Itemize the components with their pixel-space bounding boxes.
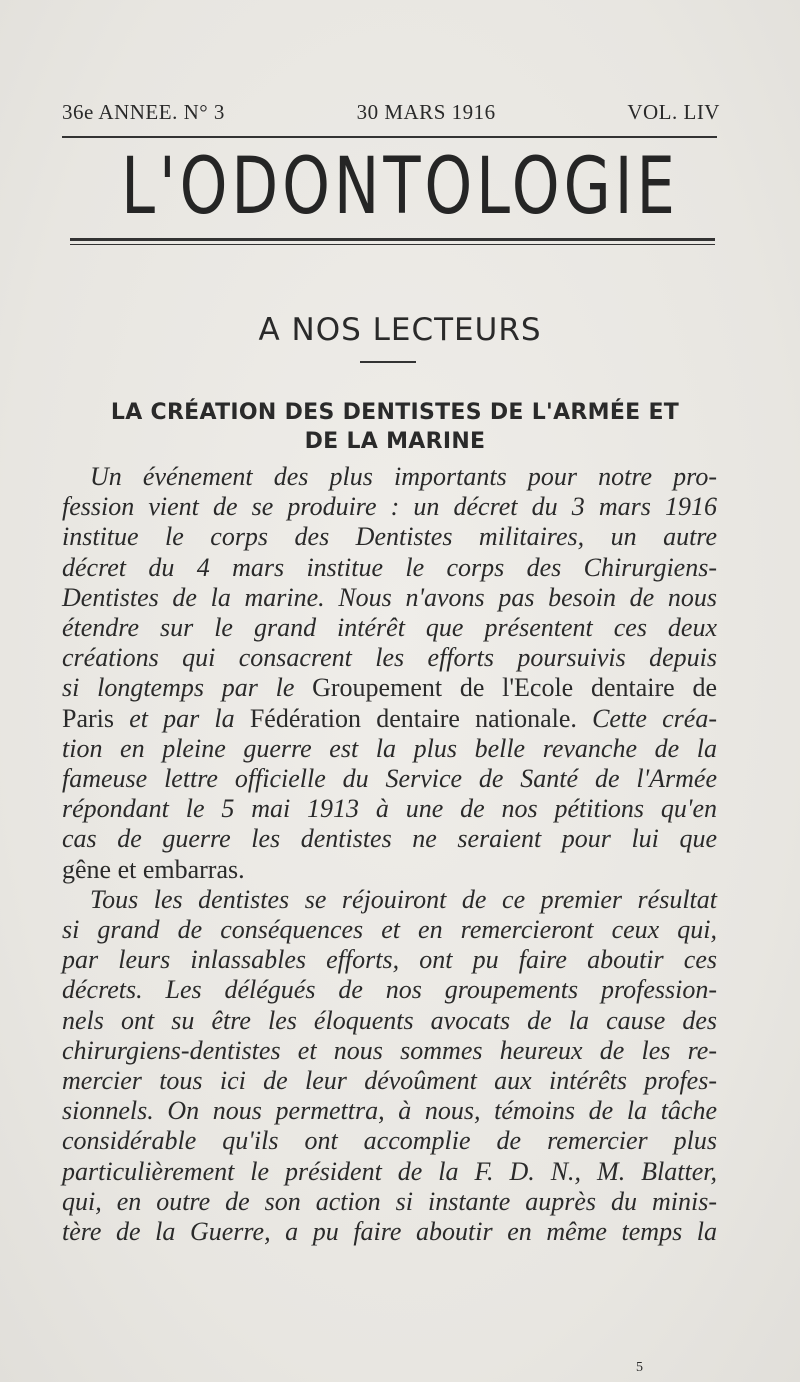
- text-segment: Groupement de l'Ecole dentaire de: [312, 673, 717, 703]
- text-line: [62, 553, 717, 583]
- text-segment: Cette créa-: [592, 703, 718, 733]
- text-segment: qui, en outre de son action si instante auprès du minis-: [62, 1186, 717, 1216]
- article-body: [62, 462, 717, 1247]
- text-line: [62, 885, 717, 915]
- masthead-title: L'ODONTOLOGIE: [121, 142, 679, 232]
- text-segment: fameuse lettre officielle du Service de Santé de l'Armée: [62, 764, 717, 794]
- text-line: [62, 613, 717, 643]
- text-segment: Un événement des plus importants pour notre pro-: [90, 462, 717, 491]
- text-line: [62, 1187, 717, 1217]
- running-head: [62, 100, 720, 125]
- text-segment: mercier tous ici de leur dévoûment aux intérêts profes-: [62, 1066, 717, 1096]
- text-segment: Dentistes de la marine. Nous n'avons pas besoin de nous: [62, 582, 717, 612]
- text-line: [62, 704, 717, 734]
- text-segment: chirurgiens-dentistes et nous sommes heureux de les re-: [62, 1035, 717, 1065]
- paragraph-2: [62, 885, 717, 1247]
- text-line: [62, 1217, 717, 1247]
- header-rule: [62, 136, 717, 138]
- text-segment: sionnels. On nous permettra, à nous, témoins de la tâche: [62, 1096, 717, 1126]
- text-line: [62, 673, 717, 703]
- text-line: [62, 1036, 717, 1066]
- text-segment: tion en pleine guerre est la plus belle revanche de la: [62, 733, 717, 763]
- text-segment: décret du 4 mars institue le corps des Chirurgiens-: [62, 552, 717, 582]
- text-segment: Paris: [62, 703, 130, 733]
- text-segment: si grand de conséquences et en remercieront ceux qui,: [62, 915, 717, 945]
- page-signature: 5: [636, 1360, 643, 1375]
- text-line: [62, 1126, 717, 1156]
- masthead-double-rule: [70, 238, 715, 245]
- text-line: [62, 945, 717, 975]
- text-line: [62, 975, 717, 1005]
- text-line: [62, 643, 717, 673]
- text-segment: gêne et embarras.: [62, 854, 245, 884]
- heading-divider: [360, 361, 416, 363]
- section-heading: A NOS LECTEURS: [258, 312, 542, 348]
- text-segment: fession vient de se produire : un décret du 3 mars 1916: [62, 492, 717, 522]
- text-line: [62, 1006, 717, 1036]
- text-segment: si longtemps par le: [62, 673, 313, 703]
- text-line: [62, 1066, 717, 1096]
- text-line: [62, 764, 717, 794]
- text-segment: par leurs inlassables efforts, ont pu faire aboutir ces: [62, 945, 717, 975]
- volume-number: VOL. LIV: [627, 100, 720, 124]
- text-line: [62, 734, 717, 764]
- text-segment: cas de guerre les dentistes ne seraient pour lui que: [62, 824, 717, 854]
- text-line: [62, 915, 717, 945]
- issue-date: 30 MARS 1916: [356, 100, 496, 124]
- text-segment: répondant le 5 mai 1913 à une de nos pétitions qu'en: [62, 794, 717, 824]
- text-segment: Fédération dentaire nationale.: [249, 703, 593, 733]
- article-title: [60, 398, 730, 456]
- article-title-line-2: DE LA MARINE: [304, 429, 486, 454]
- text-line: [62, 522, 717, 552]
- article-title-line-1: LA CRÉATION DES DENTISTES DE L'ARMÉE ET: [110, 400, 680, 425]
- text-line: [62, 583, 717, 613]
- text-segment: créations qui consacrent les efforts poursuivis depuis: [62, 643, 717, 673]
- text-line: [62, 824, 717, 854]
- text-segment: Tous les dentistes se réjouiront de ce premier résultat: [90, 884, 717, 914]
- text-line: [62, 462, 717, 492]
- text-line: [62, 1096, 717, 1126]
- issue-number: 36e ANNEE. N° 3: [62, 100, 225, 124]
- text-segment: étendre sur le grand intérêt que présentent ces deux: [62, 613, 717, 643]
- text-segment: particulièrement le président de la F. D. N., M. Blatter,: [62, 1156, 717, 1186]
- text-line: [62, 1157, 717, 1187]
- text-line: [62, 492, 717, 522]
- text-segment: nels ont su être les éloquents avocats de la cause des: [62, 1005, 717, 1035]
- text-line: [62, 855, 717, 885]
- text-segment: considérable qu'ils ont accomplie de remercier plus: [62, 1126, 717, 1156]
- text-segment: tère de la Guerre, a pu faire aboutir en même temps la: [62, 1217, 717, 1247]
- text-segment: décrets. Les délégués de nos groupements profession-: [62, 975, 717, 1005]
- text-segment: institue le corps des Dentistes militaires, un autre: [62, 522, 717, 552]
- text-line: [62, 794, 717, 824]
- text-segment: et par la: [129, 703, 250, 733]
- paragraph-1: [62, 462, 717, 885]
